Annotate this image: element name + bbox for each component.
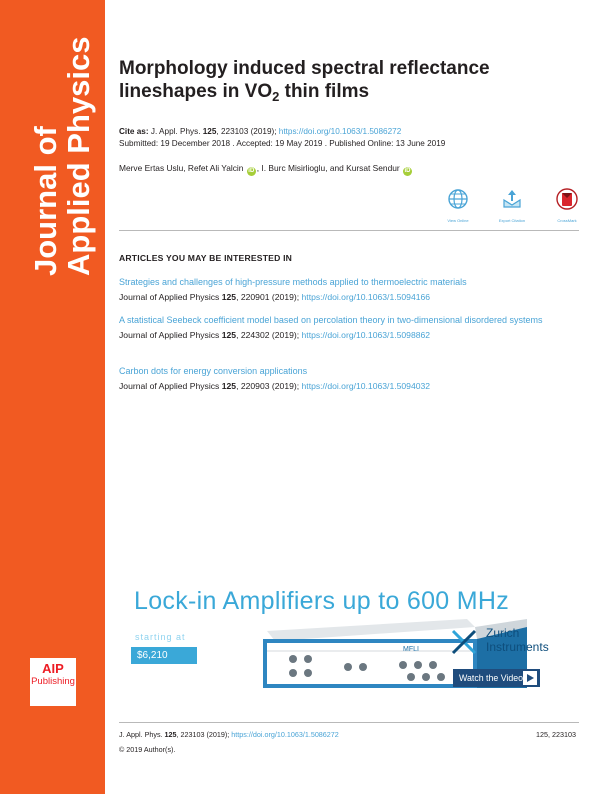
brand-line2: Instruments bbox=[486, 640, 549, 654]
brand-name bbox=[486, 626, 549, 654]
related-article bbox=[119, 315, 579, 341]
crossmark-icon bbox=[556, 188, 578, 210]
ad-price: $6,210 bbox=[131, 647, 197, 664]
title-main: Morphology induced spectral reflectance lineshapes in VO bbox=[119, 58, 490, 102]
zurich-instruments-x-icon bbox=[450, 628, 478, 656]
author-list bbox=[119, 162, 413, 176]
footer-doi-link[interactable]: https://doi.org/10.1063/1.5086272 bbox=[231, 730, 339, 739]
article-doi-link[interactable]: https://doi.org/10.1063/1.5086272 bbox=[278, 127, 402, 136]
brand-line1: Zurich bbox=[486, 626, 520, 640]
publication-dates: Submitted: 19 December 2018 . Accepted: 19 May 2019 . Published Online: 13 June 2019 bbox=[119, 139, 446, 148]
advertisement-banner[interactable] bbox=[119, 586, 579, 690]
title-subscript: 2 bbox=[272, 89, 280, 104]
export-citation-button[interactable] bbox=[492, 188, 532, 223]
watch-video-label: Watch the Video bbox=[459, 673, 524, 683]
article-title[interactable] bbox=[119, 57, 579, 103]
orcid-icon[interactable]: iD bbox=[404, 168, 411, 174]
related-article-title[interactable]: Carbon dots for energy conversion applications bbox=[119, 366, 308, 376]
related-article bbox=[119, 366, 579, 392]
play-icon bbox=[523, 671, 537, 685]
cite-as-line bbox=[119, 126, 401, 138]
aip-publishing-logo[interactable] bbox=[30, 658, 76, 706]
crossmark-button[interactable] bbox=[547, 188, 587, 223]
ad-starting-at: starting at bbox=[135, 632, 186, 642]
copyright: © 2019 Author(s). bbox=[119, 745, 176, 754]
section-divider bbox=[119, 230, 579, 231]
crossmark-label: CrossMark bbox=[557, 218, 577, 223]
cite-label: Cite as: bbox=[119, 127, 149, 136]
related-articles-heading: ARTICLES YOU MAY BE INTERESTED IN bbox=[119, 253, 293, 263]
logo-publishing-text: Publishing bbox=[31, 676, 75, 687]
journal-name-line2: Applied Physics bbox=[61, 36, 96, 276]
journal-name-line1: Journal of bbox=[28, 126, 63, 276]
device-label: MFLI bbox=[403, 646, 419, 653]
related-article-title[interactable]: Strategies and challenges of high-pressure methods applied to thermoelectric materials bbox=[119, 277, 467, 287]
view-online-label: View Online bbox=[447, 218, 469, 223]
related-article bbox=[119, 277, 579, 303]
export-citation-label: Export Citation bbox=[498, 218, 526, 223]
cite-journal: J. Appl. Phys. bbox=[150, 127, 201, 136]
author-2[interactable]: Refet Ali Yalcin bbox=[187, 163, 244, 173]
ad-headline: Lock-in Amplifiers up to 600 MHz bbox=[134, 587, 510, 615]
view-online-button[interactable] bbox=[438, 188, 478, 223]
globe-icon bbox=[447, 188, 469, 210]
export-icon bbox=[500, 188, 524, 210]
cite-volume: 125 bbox=[202, 127, 217, 136]
journal-sidebar bbox=[0, 0, 105, 794]
watch-video-button[interactable] bbox=[453, 669, 540, 687]
footer-divider bbox=[119, 722, 579, 723]
related-article-title[interactable]: A statistical Seebeck coefficient model based on percolation theory in two-dimensional disordered systems bbox=[119, 315, 543, 325]
related-article-doi[interactable]: https://doi.org/10.1063/1.5094166 bbox=[301, 292, 431, 302]
related-article-reference: Journal of Applied Physics 125, 220901 (2019); https://doi.org/10.1063/1.5094166 bbox=[119, 292, 431, 302]
author-1[interactable]: Merve Ertas Uslu, bbox=[119, 163, 186, 173]
footer-citation bbox=[119, 730, 339, 740]
logo-aip-text: AIP bbox=[42, 661, 64, 676]
journal-name-vertical bbox=[29, 26, 111, 276]
footer-rest: , 223103 (2019); bbox=[176, 730, 230, 739]
cite-rest: , 223103 (2019); bbox=[216, 127, 277, 136]
related-article-doi[interactable]: https://doi.org/10.1063/1.5098862 bbox=[301, 330, 431, 340]
related-article-doi[interactable]: https://doi.org/10.1063/1.5094032 bbox=[301, 381, 431, 391]
related-article-reference: Journal of Applied Physics 125, 220903 (2019); https://doi.org/10.1063/1.5094032 bbox=[119, 381, 431, 391]
title-tail: thin films bbox=[279, 81, 370, 102]
footer-volume: 125 bbox=[164, 730, 177, 739]
article-number: 125, 223103 bbox=[536, 730, 576, 739]
related-article-reference: Journal of Applied Physics 125, 224302 (2019); https://doi.org/10.1063/1.5098862 bbox=[119, 330, 431, 340]
orcid-icon[interactable]: iD bbox=[248, 168, 255, 174]
footer-journal: J. Appl. Phys. bbox=[119, 730, 163, 739]
author-rest[interactable]: , I. Burc Misirlioglu, and Kursat Sendur bbox=[256, 163, 400, 173]
